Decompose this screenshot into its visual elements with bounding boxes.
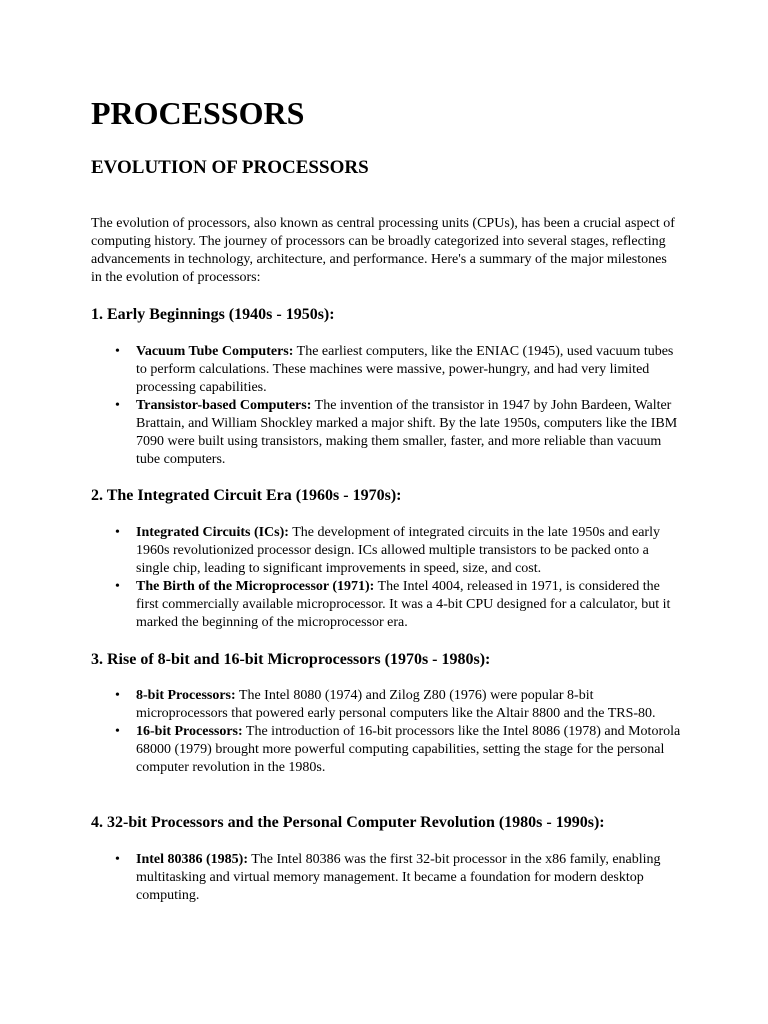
- list-item: [91, 343, 681, 397]
- list-item: [91, 723, 681, 777]
- list-item-text: The development of integrated circuits in the late 1950s and early 1960s revolutionized processor design. ICs allowed multiple transistors to be packed onto a single chip, leading to significant improvements in speed, size, and cost.: [136, 525, 660, 576]
- list-item-term: Integrated Circuits (ICs):: [136, 525, 289, 540]
- bullet-icon: •: [115, 525, 120, 540]
- list-item: [91, 687, 681, 723]
- list-item-term: The Birth of the Microprocessor (1971):: [136, 579, 375, 594]
- list-item: [91, 578, 681, 632]
- section-heading-32-bit: 4. 32-bit Processors and the Personal Computer Revolution (1980s - 1990s):: [91, 814, 605, 831]
- page-subtitle: EVOLUTION OF PROCESSORS: [91, 157, 369, 178]
- list-item-text: The Intel 8080 (1974) and Zilog Z80 (1976) were popular 8-bit microprocessors that powered early personal computers like the Altair 8800 and the TRS-80.: [136, 688, 656, 721]
- section-list-8-16-bit: [91, 687, 681, 777]
- section-heading-8-16-bit: 3. Rise of 8-bit and 16-bit Microprocessors (1970s - 1980s):: [91, 651, 491, 668]
- list-item-text: The introduction of 16-bit processors like the Intel 8086 (1978) and Motorola 68000 (1979) brought more powerful computing capabilities, setting the stage for the personal computer revolution in the 1980s.: [136, 724, 681, 775]
- list-item-text: The invention of the transistor in 1947 by John Bardeen, Walter Brattain, and William Shockley marked a major shift. By the late 1950s, computers like the IBM 7090 were built using transistors, making them smaller, faster, and more reliable than vacuum tube computers.: [136, 398, 678, 467]
- section-heading-early-beginnings: 1. Early Beginnings (1940s - 1950s):: [91, 306, 335, 323]
- section-heading-integrated-circuit-era: 2. The Integrated Circuit Era (1960s - 1970s):: [91, 487, 402, 504]
- list-item: [91, 397, 681, 469]
- list-item: [91, 524, 681, 578]
- bullet-icon: •: [115, 579, 120, 594]
- list-item-term: Vacuum Tube Computers:: [136, 344, 294, 359]
- section-list-32-bit: [91, 851, 681, 905]
- bullet-icon: •: [115, 724, 120, 739]
- section-list-early-beginnings: [91, 343, 681, 469]
- page-title: PROCESSORS: [91, 95, 305, 131]
- bullet-icon: •: [115, 852, 120, 867]
- bullet-icon: •: [115, 398, 120, 413]
- list-item-term: Transistor-based Computers:: [136, 398, 312, 413]
- intro-paragraph: The evolution of processors, also known as central processing units (CPUs), has been a crucial aspect of computing history. The journey of processors can be broadly categorized into several stages, reflecting advancements in technology, architecture, and performance. Here's a summary of the major milestones in the evolution of processors:: [91, 216, 675, 285]
- list-item-text: The Intel 80386 was the first 32-bit processor in the x86 family, enabling multitasking and virtual memory management. It became a foundation for modern desktop computing.: [136, 852, 661, 903]
- bullet-icon: •: [115, 344, 120, 359]
- list-item-term: 8-bit Processors:: [136, 688, 236, 703]
- section-list-integrated-circuit-era: [91, 524, 681, 632]
- list-item-term: 16-bit Processors:: [136, 724, 243, 739]
- list-item-term: Intel 80386 (1985):: [136, 852, 248, 867]
- list-item: [91, 851, 681, 905]
- bullet-icon: •: [115, 688, 120, 703]
- list-item-text: The Intel 4004, released in 1971, is considered the first commercially available microprocessor. It was a 4-bit CPU designed for a calculator, but it marked the beginning of the microprocessor era.: [136, 579, 671, 630]
- list-item-text: The earliest computers, like the ENIAC (1945), used vacuum tubes to perform calculations. These machines were massive, power-hungry, and had very limited processing capabilities.: [136, 344, 674, 395]
